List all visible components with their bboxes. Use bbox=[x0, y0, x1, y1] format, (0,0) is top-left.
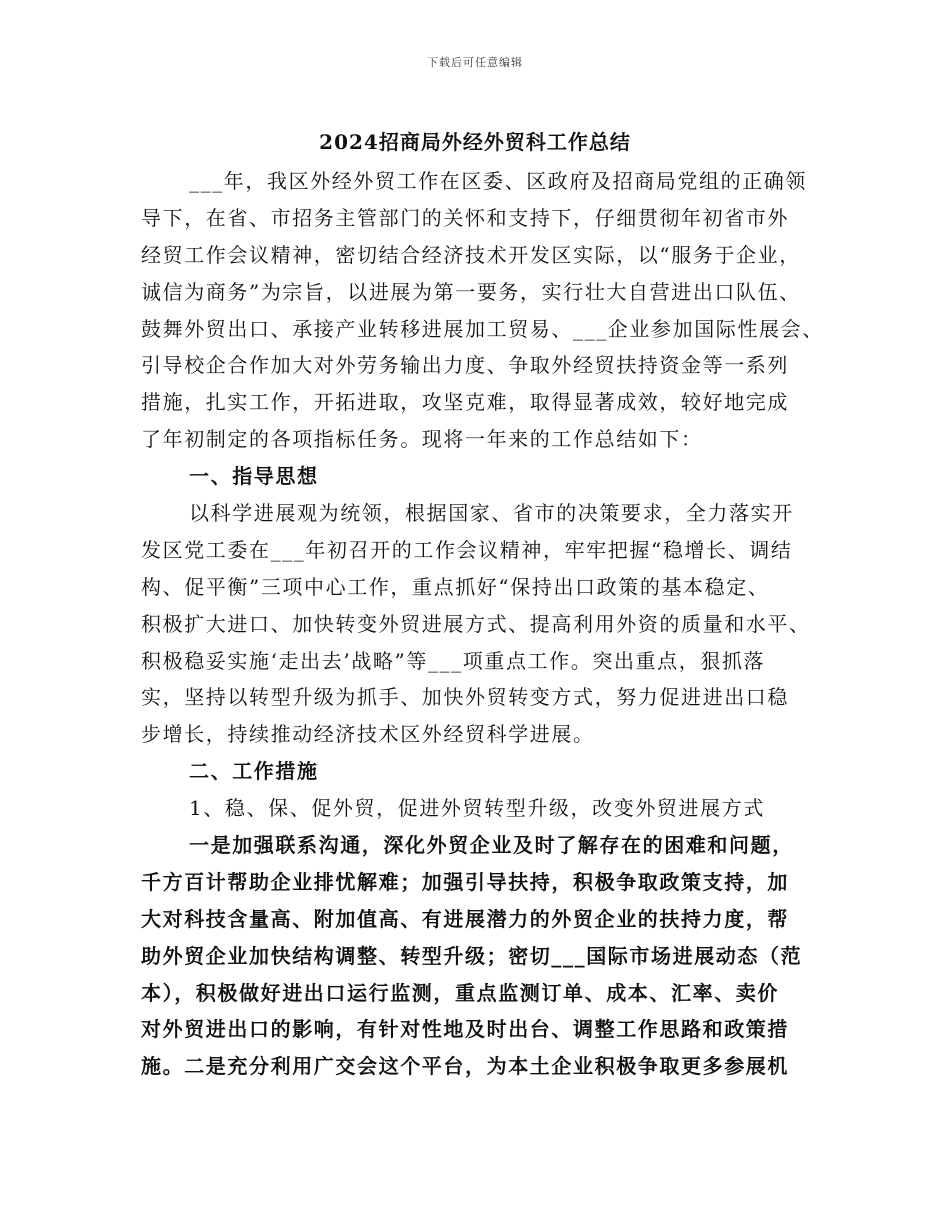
body-text-line: 步增长，持续推动经济技术区外经贸科学进展。 bbox=[141, 722, 595, 747]
document-body bbox=[141, 163, 824, 1085]
body-text-line: 积极扩大进口、加快转变外贸进展方式、提高利用外资的质量和水平、 bbox=[141, 611, 811, 636]
body-text-line: 本），积极做好进出口运行监测，重点监测订单、成本、汇率、卖价 bbox=[141, 980, 779, 1005]
body-text-line: 导下，在省、市招务主管部门的关怀和支持下，仔细贯彻年初省市外 bbox=[141, 205, 789, 230]
body-text-line: 大对科技含量高、附加值高、有进展潜力的外贸企业的扶持力度，帮 bbox=[141, 906, 789, 931]
body-text-line: 一是加强联系沟通，深化外贸企业及时了解存在的困难和问题， bbox=[189, 833, 794, 858]
section-heading: 二、工作措施 bbox=[189, 759, 319, 784]
body-text-line: 诚信为商务”为宗旨，以进展为第一要务，实行壮大自营进出口队伍、 bbox=[141, 279, 801, 304]
body-text-line: 实，坚持以转型升级为抓手、加快外贸转变方式，努力促进进出口稳 bbox=[141, 685, 789, 710]
body-text-line: 了年初制定的各项指标任务。现将一年来的工作总结如下： bbox=[141, 427, 703, 452]
body-text-line: 发区党工委在___年初召开的工作会议精神，牢牢把握“稳增长、调结 bbox=[141, 537, 793, 562]
body-text-line: 鼓舞外贸出口、承接产业转移进展加工贸易、___企业参加国际性展会、 bbox=[141, 316, 824, 341]
document-title: 2024招商局外经外贸科工作总结 bbox=[319, 130, 631, 154]
header-note: 下载后可任意编辑 bbox=[427, 56, 523, 69]
body-text-line: 对外贸进出口的影响，有针对性地及时出台、调整工作思路和政策措 bbox=[141, 1017, 789, 1042]
body-text-line: 措施，扎实工作，开拓进取，攻坚克难，取得显著成效，较好地完成 bbox=[141, 390, 789, 415]
body-text-line: ___年，我区外经外贸工作在区委、区政府及招商局党组的正确领 bbox=[189, 169, 807, 193]
body-text-line: 施。二是充分利用广交会这个平台，为本土企业积极争取更多参展机 bbox=[141, 1054, 789, 1079]
body-text-line: 助外贸企业加快结构调整、转型升级；密切___国际市场进展动态（范 bbox=[141, 943, 803, 968]
body-text-line: 千方百计帮助企业排忧解难；加强引导扶持，积极争取政策支持，加 bbox=[141, 869, 789, 894]
body-text-line: 经贸工作会议精神，密切结合经济技术开发区实际，以“服务于企业， bbox=[141, 242, 801, 267]
body-text-line: 1、稳、保、促外贸，促进外贸转型升级，改变外贸进展方式 bbox=[189, 796, 765, 821]
body-text-line: 积极稳妥实施‘走出去’战略”等___项重点工作。突出重点，狠抓落 bbox=[141, 648, 766, 673]
body-text-line: 构、促平衡”三项中心工作，重点抓好“保持出口政策的基本稳定、 bbox=[141, 574, 770, 599]
section-heading: 一、指导思想 bbox=[189, 464, 319, 489]
body-text-line: 引导校企合作加大对外劳务输出力度、争取外经贸扶持资金等一系列 bbox=[141, 353, 789, 378]
body-text-line: 以科学进展观为统领，根据国家、省市的决策要求，全力落实开 bbox=[189, 501, 794, 526]
